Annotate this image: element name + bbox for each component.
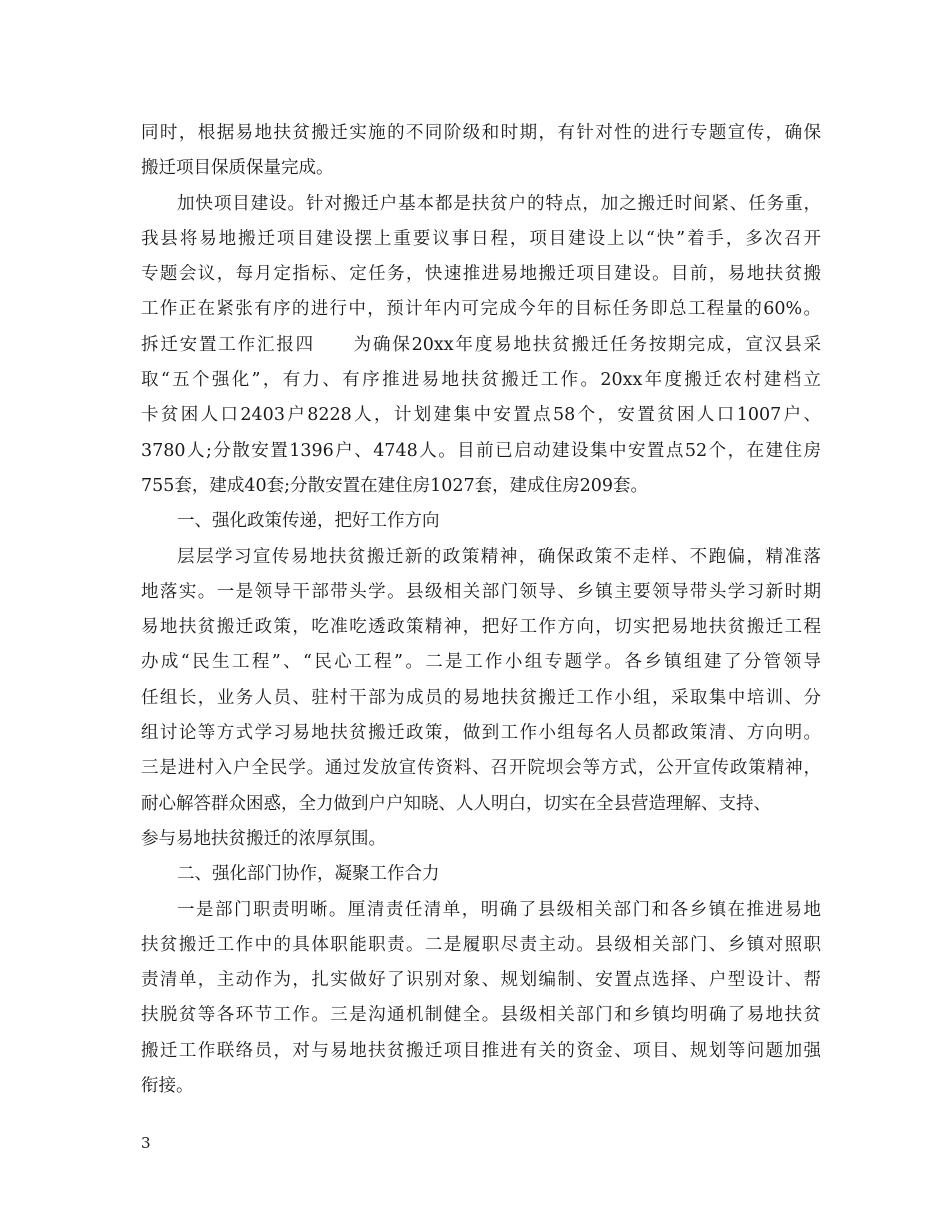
text-line: 3780人;分散安置1396户、4748人。目前已启动建设集中安置点52个，在建住房	[141, 440, 821, 461]
text-line: 层层学习宣传易地扶贫搬迁新的政策精神，确保政策不走样、不跑偏，精准落	[177, 546, 821, 567]
text-line: 专题会议，每月定指标、定任务，快速推进易地搬迁项目建设。目前，易地扶贫搬	[141, 264, 821, 285]
text-line: 755套，建成40套;分散安置在建住房1027套，建成住房209套。	[141, 475, 649, 496]
text-line: 同时，根据易地扶贫搬迁实施的不同阶级和时期，有针对性的进行专题宣传，确保	[141, 123, 821, 143]
text-line: 加快项目建设。针对搬迁户基本都是扶贫户的特点，加之搬迁时间紧、任务重，	[177, 193, 821, 214]
document-body	[141, 116, 821, 1104]
text-line: 搬迁工作联络员，对与易地扶贫搬迁项目推进有关的资金、项目、规划等问题加强	[141, 1040, 821, 1061]
section-heading: 一、强化政策传递，把好工作方向	[177, 511, 440, 532]
text-line: 易地扶贫搬迁政策，吃准吃透政策精神，把好工作方向，切实把易地扶贫搬迁工程	[141, 617, 821, 638]
text-line: 衔接。	[141, 1076, 194, 1097]
text-line: 办成“民生工程”、“民心工程”。二是工作小组专题学。各乡镇组建了分管领导	[141, 652, 821, 673]
text-line: 耐心解答群众困惑，全力做到户户知晓、人人明白，切实在全县营造理解、支持、	[141, 793, 771, 814]
text-line: 组讨论等方式学习易地扶贫搬迁政策，做到工作小组每名人员都政策清、方向明。	[141, 723, 821, 744]
text-line: 工作正在紧张有序的进行中，预计年内可完成今年的目标任务即总工程量的60%。	[141, 299, 821, 320]
text-line: 一是部门职责明晰。厘清责任清单，明确了县级相关部门和各乡镇在推进易地	[177, 899, 821, 920]
text-line: 卡贫困人口2403户8228人，计划建集中安置点58个，安置贫困人口1007户、	[141, 405, 821, 426]
text-line: 我县将易地搬迁项目建设摆上重要议事日程，项目建设上以“快”着手，多次召开	[141, 228, 821, 249]
text-line: 拆迁安置工作汇报四 为确保20xx年度易地扶贫搬迁任务按期完成，宣汉县采	[141, 334, 821, 355]
text-line: 三是进村入户全民学。通过发放宣传资料、召开院坝会等方式，公开宣传政策精神，	[141, 758, 821, 779]
text-line: 参与易地扶贫搬迁的浓厚氛围。	[141, 828, 386, 849]
text-line: 扶脱贫等各环节工作。三是沟通机制健全。县级相关部门和乡镇均明确了易地扶贫	[141, 1005, 821, 1026]
text-line: 责清单，主动作为，扎实做好了识别对象、规划编制、安置点选择、户型设计、帮	[141, 970, 821, 991]
text-line: 取“五个强化”，有力、有序推进易地扶贫搬迁工作。20xx年度搬迁农村建档立	[141, 370, 821, 391]
text-line: 搬迁项目保质保量完成。	[141, 158, 334, 179]
section-heading: 二、强化部门协作，凝聚工作合力	[177, 864, 440, 885]
text-line: 任组长，业务人员、驻村干部为成员的易地扶贫搬迁工作小组，采取集中培训、分	[141, 687, 821, 708]
text-line: 地落实。一是领导干部带头学。县级相关部门领导、乡镇主要领导带头学习新时期	[141, 581, 821, 602]
page-number: 3	[141, 1134, 151, 1152]
text-line: 扶贫搬迁工作中的具体职能职责。二是履职尽责主动。县级相关部门、乡镇对照职	[141, 934, 821, 955]
